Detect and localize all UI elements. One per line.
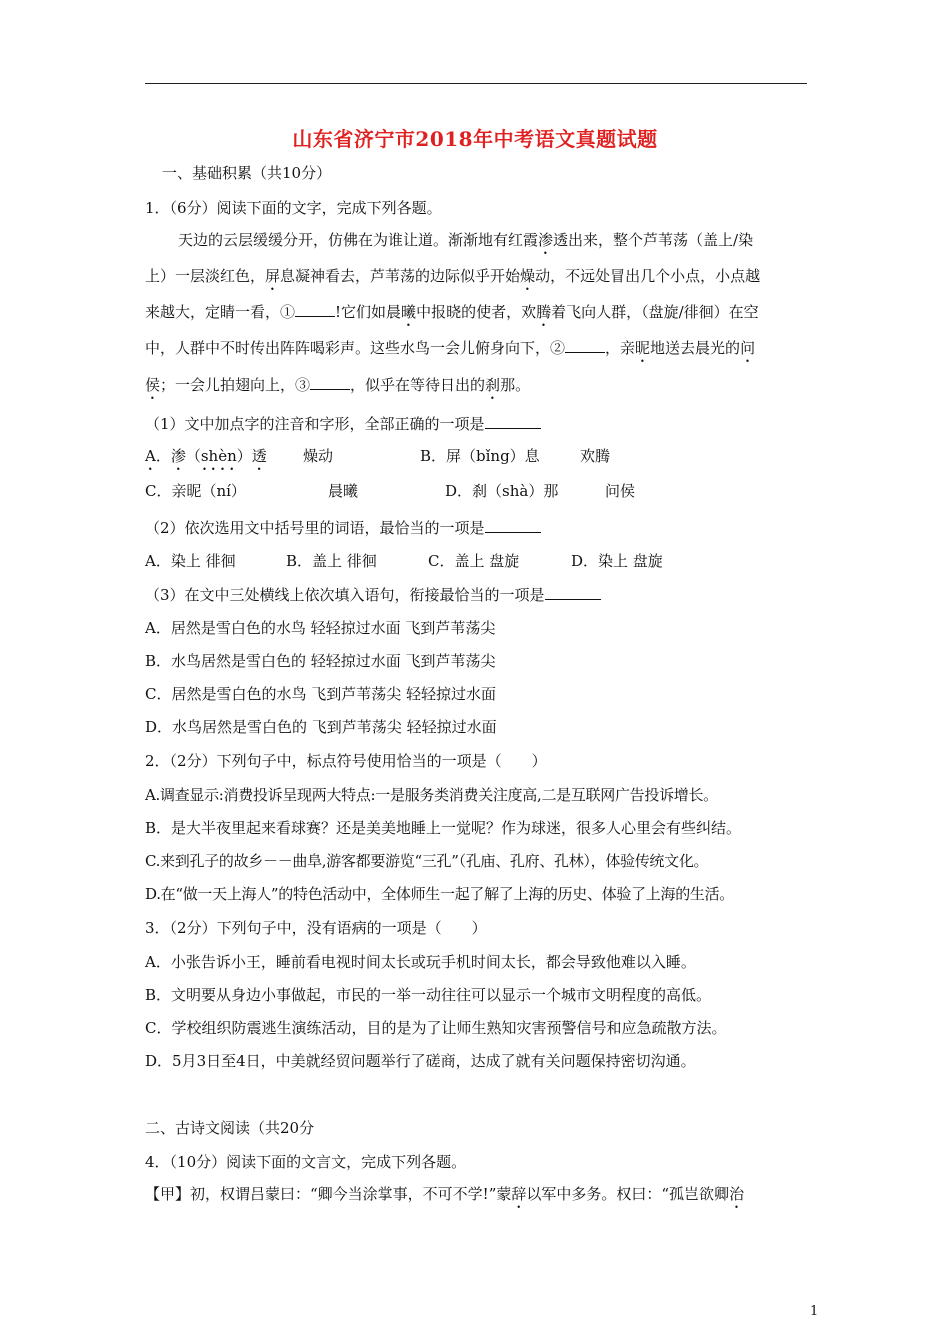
q1-sub1-option-c-word: 晨曦: [328, 482, 359, 500]
q1-sub2-option-a: A．染上 徘徊: [145, 552, 236, 570]
q1-sub2-option-c: C．盖上 盘旋: [428, 552, 520, 570]
passage-line-1: 天边的云层缓缓分开，仿佛在为谁让道。渐渐地有红霞渗透出来，整个芦苇荡（盖上/染: [178, 231, 754, 249]
q1-sub2-option-d: D．染上 盘旋: [571, 552, 663, 570]
answer-blank: [545, 585, 601, 600]
q1-sub3-option-c: C．居然是雪白色的水鸟 飞到芦苇荡尖 轻轻掠过水面: [145, 685, 497, 703]
blank-1: [295, 302, 335, 317]
q2-option-d: D.在“做一天上海人”的特色活动中，全体师生一起了解了上海的历史、体验了上海的生活。: [145, 885, 735, 903]
q2-stem: 2．（2分）下列句子中，标点符号使用恰当的一项是（ ）: [145, 752, 547, 770]
passage-line-3: 来越大，定睛一看，① !它们如晨曦中报晓的使者，欢腾着飞向人群，（盘旋/徘徊）在空: [145, 303, 759, 321]
q2-option-a: A.调查显示:消费投诉呈现两大特点:一是服务类消费关注度高,二是互联网广告投诉增长。: [145, 786, 718, 804]
q4-passage-line-1: 【甲】初，权谓吕蒙曰：“卿今当涂掌事，不可不学!”蒙辞以军中多务。权曰：“孤岂欲卿治: [145, 1185, 745, 1203]
passage-line-2: 上）一层淡红色，屏息凝神看去，芦苇荡的边际似乎开始燥动，不远处冒出几个小点，小点越: [145, 267, 761, 285]
answer-blank: [485, 414, 541, 429]
header-rule: [145, 83, 807, 84]
page-title: 山东省济宁市2018年中考语文真题试题: [292, 127, 658, 151]
q1-stem: 1．（6分）阅读下面的文字，完成下列各题。: [145, 199, 442, 217]
q1-sub1-option-b: B．屏（bǐng）息: [420, 447, 540, 465]
section-heading-2: 二、古诗文阅读（共20分: [145, 1119, 315, 1137]
q1-sub2: （2）依次选用文中括号里的词语，最恰当的一项是: [145, 518, 541, 538]
q1-sub1: （1）文中加点字的注音和字形，全部正确的一项是: [145, 414, 541, 434]
q2-option-b: B．是大半夜里起来看球赛？还是美美地睡上一觉呢？作为球迷，很多人心里会有些纠结。: [145, 819, 742, 837]
q3-option-b: B．文明要从身边小事做起，市民的一举一动往往可以显示一个城市文明程度的高低。: [145, 986, 712, 1004]
q3-stem: 3．（2分）下列句子中，没有语病的一项是（ ）: [145, 919, 487, 937]
passage-line-5: 侯；一会儿拍翅向上，③ ，似乎在等待日出的刹那。: [145, 376, 531, 394]
q1-sub1-option-c: C．亲昵（ní）: [145, 482, 246, 500]
answer-blank: [485, 518, 541, 533]
blank-2: [565, 338, 605, 353]
blank-3: [310, 375, 350, 390]
q1-sub1-option-b-word: 欢腾: [580, 447, 611, 465]
page-number: 1: [810, 1304, 819, 1319]
q1-sub3-option-d: D．水鸟居然是雪白色的 飞到芦苇荡尖 轻轻掠过水面: [145, 718, 497, 736]
q3-option-a: A．小张告诉小王，睡前看电视时间太长或玩手机时间太长，都会导致他难以入睡。: [145, 953, 696, 971]
q1-sub2-option-b: B．盖上 徘徊: [286, 552, 377, 570]
q1-sub3-option-a: A．居然是雪白色的水鸟 轻轻掠过水面 飞到芦苇荡尖: [145, 619, 496, 637]
q1-sub1-option-a-word: 燥动: [303, 447, 334, 465]
q1-sub1-option-d-word: 问侯: [605, 482, 636, 500]
passage-line-4: 中，人群中不时传出阵阵喝彩声。这些水鸟一会儿俯身向下，② ，亲昵地送去晨光的问: [145, 339, 756, 357]
q1-sub1-option-a: A．渗（shèn）透: [145, 447, 267, 465]
q1-sub3-option-b: B．水鸟居然是雪白色的 轻轻掠过水面 飞到芦苇荡尖: [145, 652, 496, 670]
q2-option-c: C.来到孔子的故乡－－曲阜,游客都要游览“三孔”（孔庙、孔府、孔林），体验传统文化。: [145, 852, 709, 870]
section-heading-1: 一、基础积累（共10分）: [162, 164, 332, 182]
q3-option-d: D．5月3日至4日，中美就经贸问题举行了磋商，达成了就有关问题保持密切沟通。: [145, 1052, 696, 1070]
q1-sub3: （3）在文中三处横线上依次填入语句，衔接最恰当的一项是: [145, 585, 601, 605]
q3-option-c: C．学校组织防震逃生演练活动，目的是为了让师生熟知灾害预警信号和应急疏散方法。: [145, 1019, 727, 1037]
q1-sub1-option-d: D．刹（shà）那: [445, 482, 559, 500]
q4-stem: 4．（10分）阅读下面的文言文，完成下列各题。: [145, 1153, 467, 1171]
